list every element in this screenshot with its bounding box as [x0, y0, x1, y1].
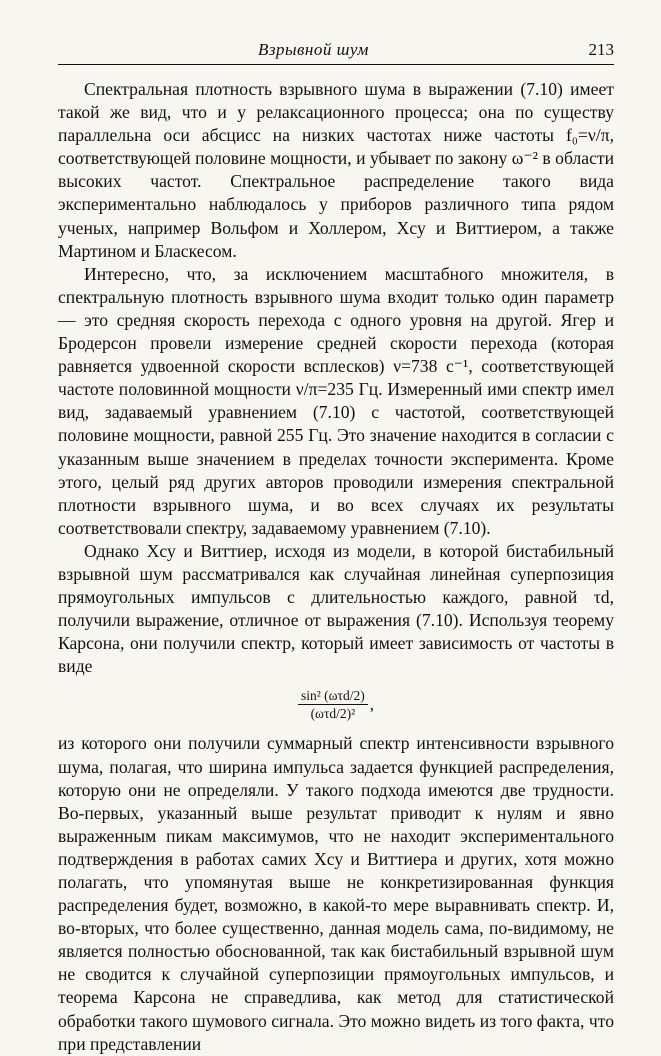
formula: [58, 680, 614, 728]
page-header: [58, 38, 614, 65]
paragraph: Интересно, что, за исключением масштабного множителя, в спектральную плотность взрывного шума входит только один параметр — это средняя скорость перехода с одного уровня на другой. Ягер и Бродерсон провели измерение средней скорости перехода (которая равняется удвоенной скорости всплесков) ν=738 с⁻¹, соответствующей частоте половинной мощности ν/π=235 Гц. Измеренный ими спектр имел вид, задаваемый уравнением (7.10) с частотой, соответствующей половине мощности, равной 255 Гц. Это значение находится в согласии с указанным выше значением в пределах точности эксперимента. Кроме этого, целый ряд других авторов проводили измерения спектральной плотности взрывного шума, и во всех случаях их результаты соответствовали спектру, задаваемому уравнением (7.10).: [58, 263, 614, 538]
formula-numerator: sin² (ωτd/2): [298, 687, 368, 705]
running-title: Взрывной шум: [258, 40, 369, 59]
body-text: [58, 78, 614, 1056]
formula-comma: ,: [369, 694, 374, 714]
page-number: 213: [588, 40, 614, 59]
paragraph: Спектральная плотность взрывного шума в выражении (7.10) имеет такой же вид, что и у релаксационного процесса; она по существу параллельна оси абсцисс на низких частотах ниже частоты f₀=ν/π, соответствующей половине мощности, и убывает по закону ω⁻² в области высоких частот. Спектральное распределение такого вида экспериментально наблюдалось у приборов различного типа рядом ученых, например Вольфом и Холлером, Хсу и Виттиером, а также Мартином и Бласкесом.: [58, 79, 614, 261]
formula-fraction: [298, 687, 368, 722]
paragraph: из которого они получили суммарный спектр интенсивности взрывного шума, полагая, что ширина импульса задается функцией распределения, которую они не определяли. У такого подхода имеются две трудности. Во-первых, указанный выше результат приводит к нулям и явно выраженным пикам максимумов, что не находит экспериментального подтверждения в работах самих Хсу и Виттиера и других, хотя можно полагать, что упомянутая выше не конкретизированная функция распределения будет, возможно, в какой-то мере выравнивать спектр. И, во-вторых, что более существенно, данная модель сама, по-видимому, не является полностью обоснованной, так как бистабильный взрывной шум не сводится к случайной суперпозиции прямоугольных импульсов, и теорема Карсона не справедлива, как метод для статистической обработки такого шумового сигнала. Это можно видеть из того факта, что при представлении: [58, 733, 614, 1054]
formula-denominator: (ωτd/2)²: [310, 705, 356, 721]
paragraph: Однако Хсу и Виттиер, исходя из модели, в которой бистабильный взрывной шум рассматривался как случайная линейная суперпозиция прямоугольных импульсов с длительностью каждого, равной τd, получили выражение, отличное от выражения (7.10). Используя теорему Карсона, они получили спектр, который имеет зависимость от частоты в виде: [58, 540, 614, 677]
